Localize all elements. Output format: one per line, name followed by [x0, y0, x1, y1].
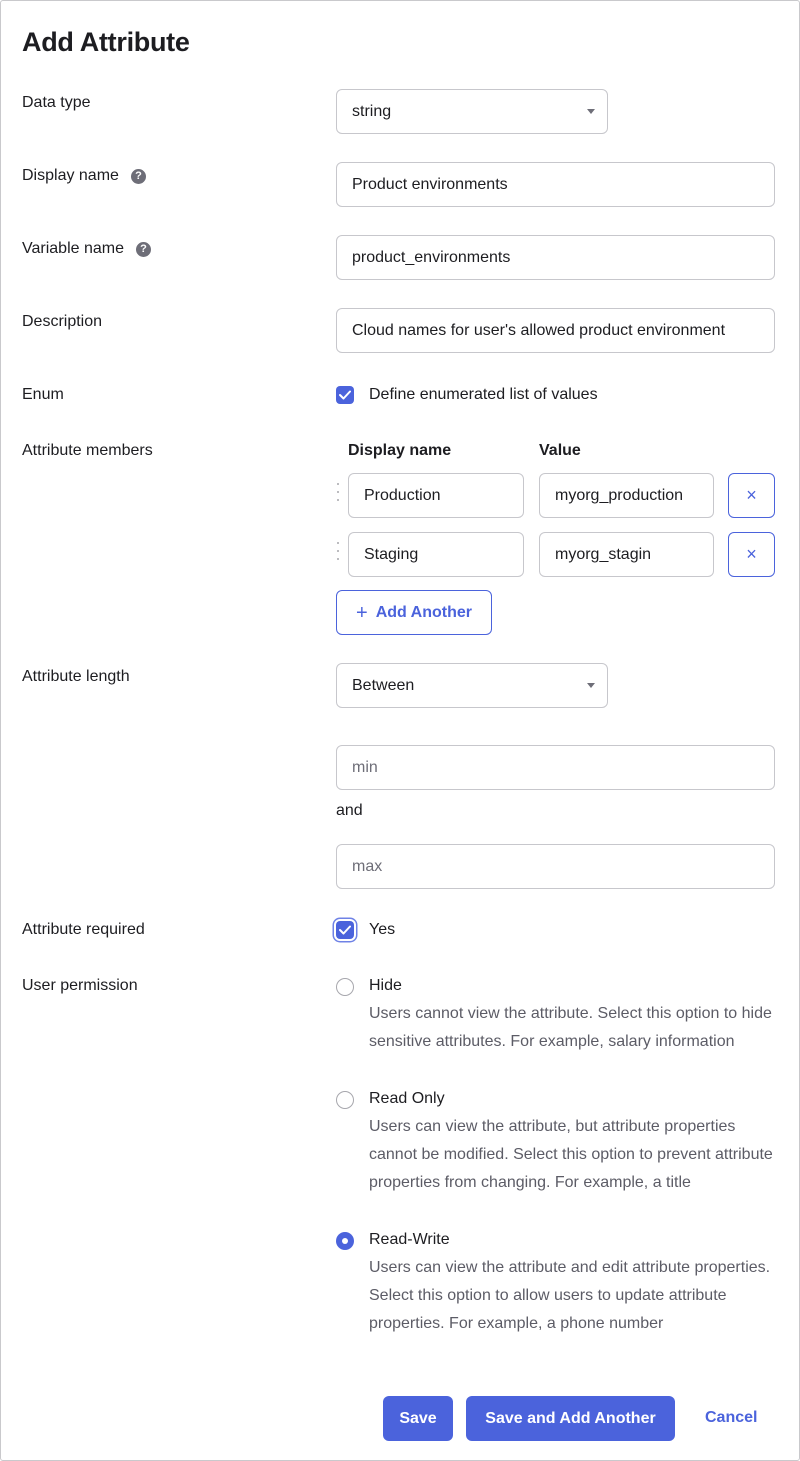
plus-icon: +	[356, 601, 368, 624]
description-input[interactable]	[336, 308, 775, 353]
variable-name-label-text: Variable name	[22, 240, 124, 257]
permission-hide-description: Users cannot view the attribute. Select this option to hide sensitive attributes. For example, salary information	[369, 1005, 772, 1051]
enum-label: Enum	[22, 386, 64, 403]
remove-member-button[interactable]	[728, 532, 775, 577]
cancel-button[interactable]: Cancel	[705, 1409, 758, 1426]
permission-read-write-radio[interactable]	[336, 1232, 354, 1250]
enum-checkbox-label[interactable]: Define enumerated list of values	[369, 386, 598, 403]
display-name-input[interactable]	[336, 162, 775, 207]
permission-read-only-description: Users can view the attribute, but attribute properties cannot be modified. Select this option to prevent attribute properties from changing. For example, a title	[369, 1118, 773, 1192]
min-length-input[interactable]	[336, 745, 775, 790]
user-permission-label: User permission	[22, 977, 138, 994]
data-type-select[interactable]	[336, 89, 608, 134]
permission-hide-label[interactable]: Hide	[369, 977, 402, 994]
member-value-input[interactable]	[539, 532, 714, 577]
attribute-length-label: Attribute length	[22, 668, 130, 685]
members-header-display-name: Display name	[348, 442, 452, 459]
data-type-label: Data type	[22, 94, 91, 111]
permission-read-only-label[interactable]: Read Only	[369, 1090, 445, 1107]
permission-read-write-description: Users can view the attribute and edit attribute properties. Select this option to allow users to update attribute properties. For example, a phone number	[369, 1259, 771, 1333]
member-display-name-value: Production	[364, 486, 441, 504]
save-and-add-another-button[interactable]: Save and Add Another	[466, 1396, 675, 1441]
question-circle-icon[interactable]: ?	[136, 242, 151, 257]
enum-checkbox[interactable]	[336, 386, 354, 404]
data-type-value: string	[352, 102, 392, 120]
permission-read-write-label[interactable]: Read-Write	[369, 1231, 450, 1248]
save-button[interactable]: Save	[383, 1396, 453, 1441]
attribute-length-select[interactable]	[336, 663, 608, 708]
variable-name-value: product_environments	[352, 248, 511, 266]
question-circle-icon[interactable]: ?	[131, 169, 146, 184]
attribute-required-checkbox-label[interactable]: Yes	[369, 921, 396, 938]
member-display-name-input[interactable]	[348, 473, 524, 518]
attribute-required-checkbox[interactable]	[336, 921, 354, 939]
chevron-down-icon	[587, 109, 595, 114]
member-display-name-value: Staging	[364, 545, 419, 563]
member-value-value: myorg_stagin	[555, 545, 652, 563]
drag-handle-icon[interactable]	[336, 483, 340, 501]
members-header-value: Value	[539, 442, 581, 459]
page-title: Add Attribute	[22, 27, 190, 57]
check-icon	[339, 925, 351, 935]
check-icon	[339, 390, 351, 400]
add-another-label: Add Another	[375, 603, 472, 621]
display-name-label	[22, 167, 146, 185]
display-name-label-text: Display name	[22, 167, 119, 184]
attribute-members-label: Attribute members	[22, 442, 153, 459]
chevron-down-icon	[587, 683, 595, 688]
display-name-value: Product environments	[352, 175, 508, 193]
variable-name-label	[22, 240, 151, 258]
min-length-placeholder: min	[352, 758, 378, 776]
attribute-required-label: Attribute required	[22, 921, 145, 938]
max-length-input[interactable]	[336, 844, 775, 889]
and-text: and	[336, 802, 363, 819]
drag-handle-icon[interactable]	[336, 542, 340, 560]
permission-read-only-radio[interactable]	[336, 1091, 354, 1109]
member-value-value: myorg_production	[555, 486, 684, 504]
remove-member-button[interactable]	[728, 473, 775, 518]
close-icon: ×	[746, 485, 757, 505]
attribute-length-value: Between	[352, 676, 415, 694]
max-length-placeholder: max	[352, 857, 383, 875]
description-label: Description	[22, 313, 103, 330]
add-another-button[interactable]	[336, 590, 492, 635]
permission-hide-radio[interactable]	[336, 978, 354, 996]
member-display-name-input[interactable]	[348, 532, 524, 577]
description-value: Cloud names for user's allowed product environment	[352, 321, 726, 339]
variable-name-input[interactable]	[336, 235, 775, 280]
close-icon: ×	[746, 544, 757, 564]
member-value-input[interactable]	[539, 473, 714, 518]
